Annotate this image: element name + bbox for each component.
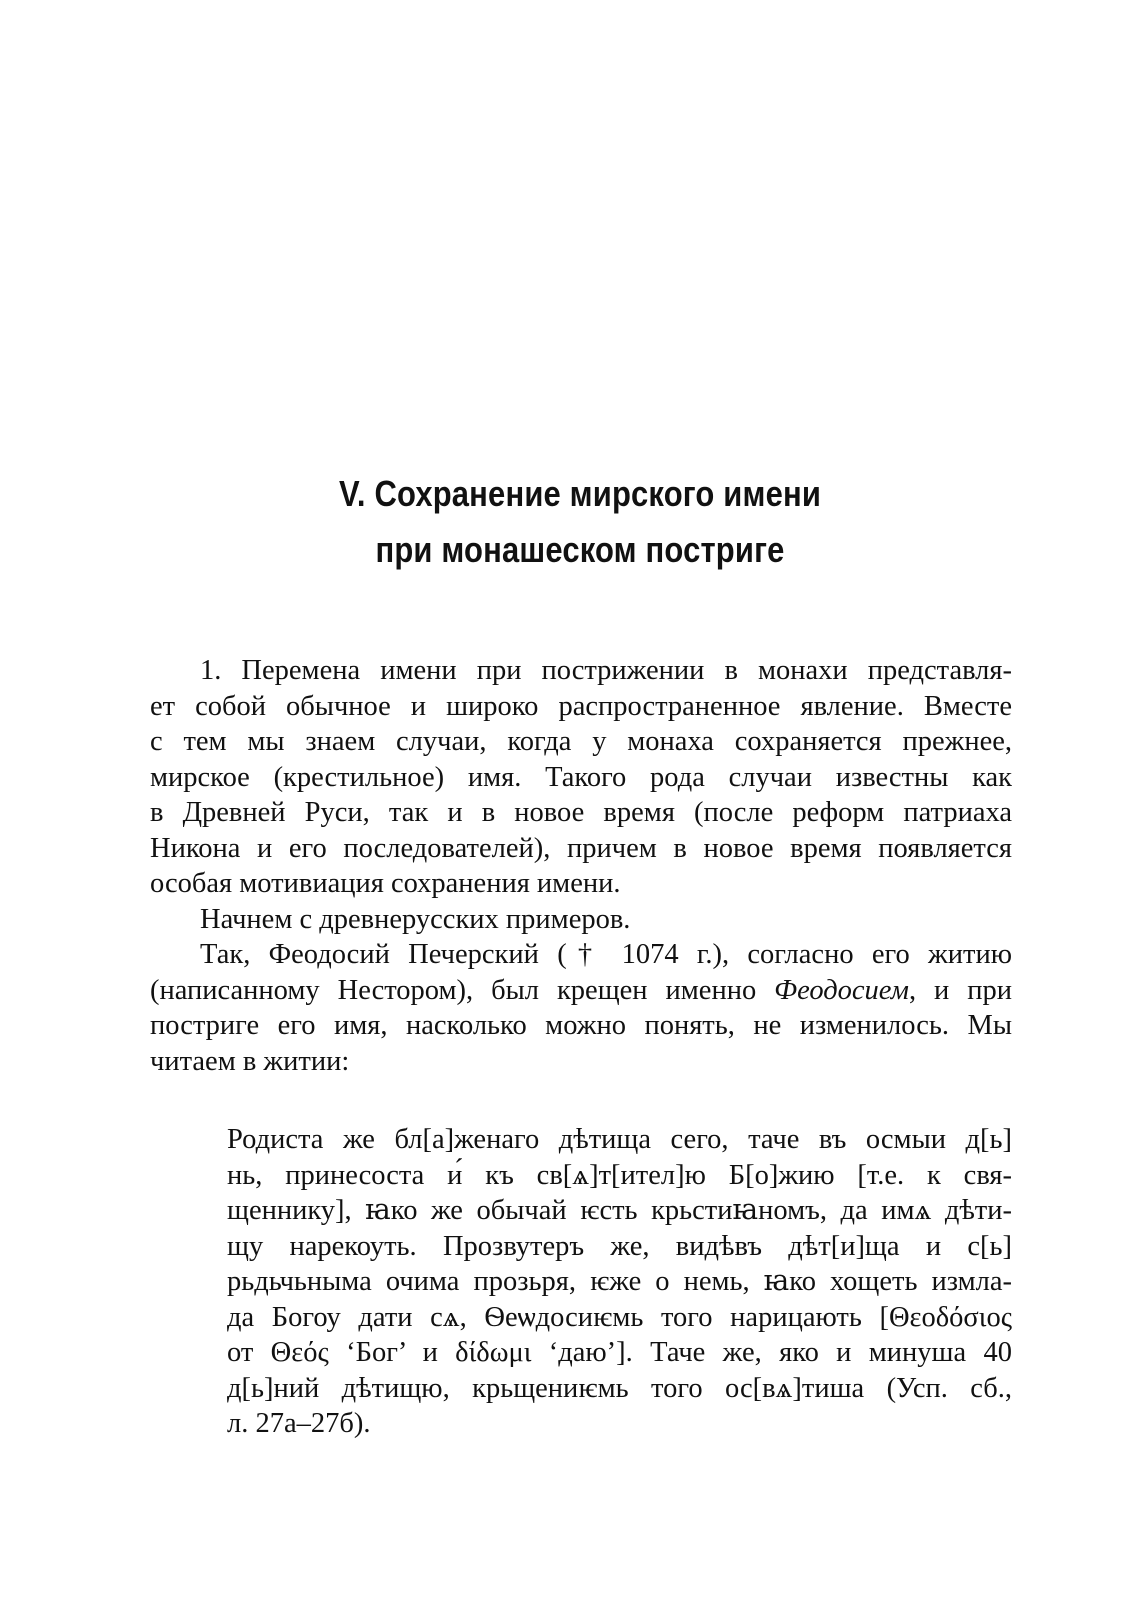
quote-line: щеннику], ꙗко же обычай ѥсть крьстиꙗномъ, да имѧ дѣти- xyxy=(227,1195,1012,1226)
text-line: ет собой обычное и широко распространенное явление. Вместе xyxy=(150,690,1012,722)
text-line: постриге его имя, насколько можно понять, не изменилось. Мы xyxy=(150,1010,1012,1041)
text-line xyxy=(150,973,1012,1009)
text-line: особая мотивиация сохранения имени. xyxy=(150,868,621,899)
text-fragment: (написанному Нестором), был крещен именно xyxy=(150,974,775,1006)
paragraph-3 xyxy=(150,937,1012,1079)
text-line: мирское (крестильное) имя. Такого рода случаи известны как xyxy=(150,761,1012,793)
quote-line: л. 27а–27б). xyxy=(227,1408,371,1439)
text-line: Начнем с древнерусских примеров. xyxy=(200,903,631,935)
text-line: с тем мы знаем случаи, когда у монаха сохраняется прежнее, xyxy=(150,726,1012,757)
paragraph-1 xyxy=(150,653,1012,902)
text-line: в Древней Руси, так и в новое время (после реформ патриаха xyxy=(150,797,1012,828)
quote-line: от Θεός ‘Бог’ и δίδωμι ‘даю’]. Таче же, яко и минуша 40 xyxy=(227,1337,1012,1368)
quote-line: Родиста же бл[а]женаго дѣтища сего, таче въ осмыи д[ь] xyxy=(227,1124,1012,1155)
block-quote xyxy=(227,1122,1012,1442)
quote-line: д[ь]ний дѣтищю, крьщениѥмь того ос[вѧ]тиша (Усп. сб., xyxy=(227,1372,1012,1404)
text-line: Так, Феодосий Печерский († 1074 г.), согласно его житию xyxy=(200,939,1012,970)
text-fragment: , и при xyxy=(908,974,1012,1006)
italic-name: Феодосием xyxy=(774,974,909,1006)
quote-line: да Богоу дати сѧ, Ѳеѡдосиѥмь того нарицають [Θεοδόσιος xyxy=(227,1301,1012,1333)
text-line: 1. Перемена имени при пострижении в монахи представля- xyxy=(200,655,1012,686)
text-line: Никона и его последователей), причем в новое время появляется xyxy=(150,832,1012,864)
quote-line: рьдьчьныма очима прозьря, ѥже о немь, ꙗко хощеть измла- xyxy=(227,1266,1012,1297)
quote-line: нь, принесоста и́ къ св[ѧ]т[ител]ю Б[о]жию [т.е. к свя- xyxy=(227,1159,1012,1191)
main-text xyxy=(150,653,1012,1079)
quote-line: щу нарекоуть. Прозвутеръ же, видѣвъ дѣт[и]ща и с[ь] xyxy=(227,1230,1012,1262)
paragraph-2 xyxy=(150,902,1012,938)
chapter-title-line-2: при монашеском постриге xyxy=(375,529,785,570)
text-line: читаем в житии: xyxy=(150,1045,350,1077)
chapter-title-line-1: V. Сохранение мирского имени xyxy=(338,473,822,514)
chapter-title xyxy=(210,466,950,578)
